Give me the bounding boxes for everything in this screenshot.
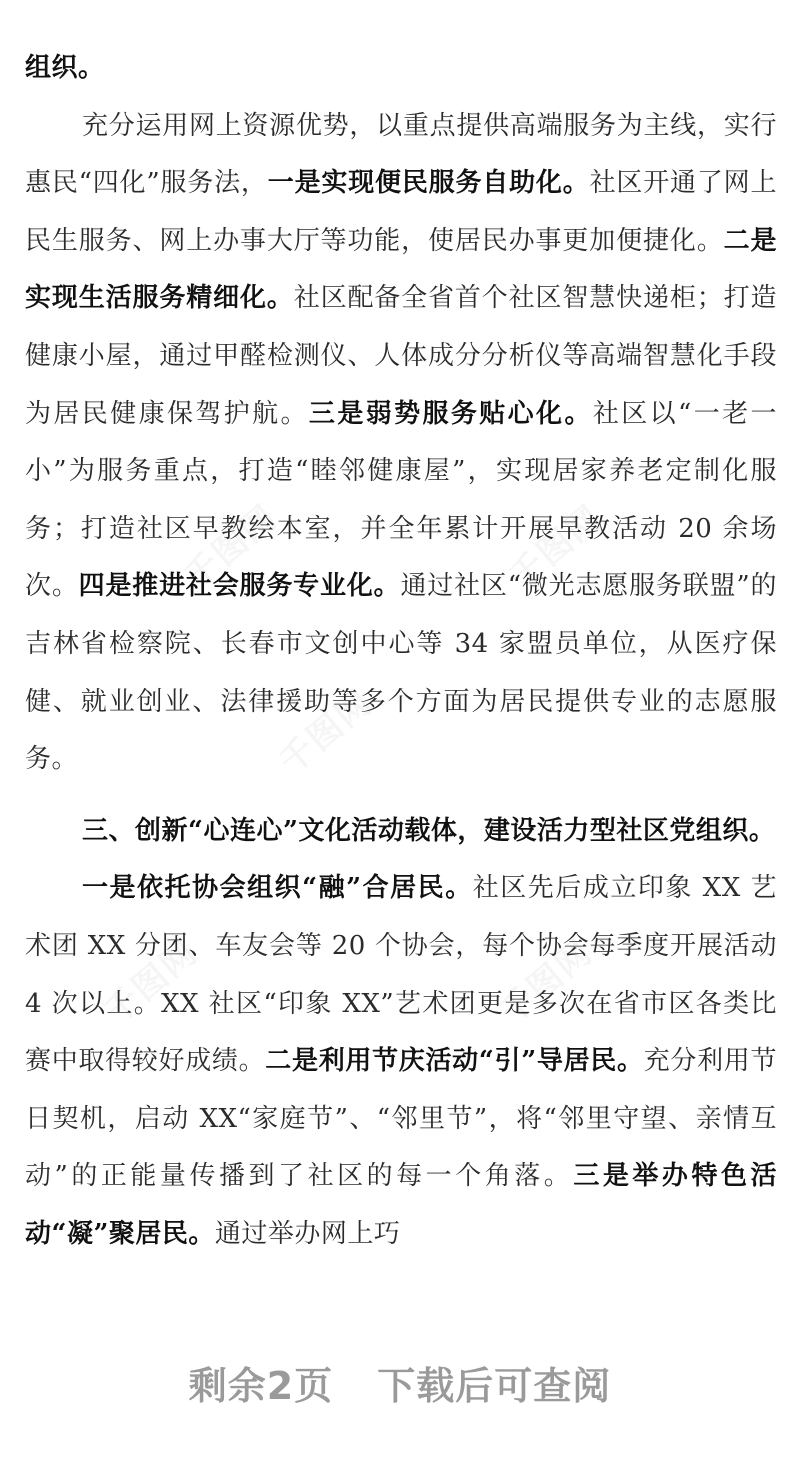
bold-point: 四是推进社会服务专业化。 (78, 571, 401, 602)
remaining-pages-label: 剩余2页 (188, 1364, 334, 1408)
body-text: 社区配备全省首个社区智慧快递柜；打造健康小屋，通过甲醛检测仪、人体成分分析仪等高端智慧化手段为居民健康保驾护航。 (25, 283, 777, 429)
bold-point: 三是举办特色活动“凝”聚居民。 (25, 1161, 777, 1249)
body-text: 社区以“一老一小”为服务重点，打造“睦邻健康屋”，实现居家养老定制化服务；打造社区早教绘本室，并全年累计开展早教活动 20 余场次。 (25, 398, 777, 602)
body-text: 充分利用节日契机，启动 XX“家庭节”、“邻里节”，将“邻里守望、亲情互动”的正能量传播到了社区的每一个角落。 (25, 1046, 777, 1192)
bold-point: 二是实现生活服务精细化。 (25, 225, 777, 314)
section-heading: 三、创新“心连心”文化活动载体，建设活力型社区党组织。 (82, 815, 776, 846)
body-text: 通过社区“微光志愿服务联盟”的吉林省检察院、长春市文创中心等 34 家盟员单位，从医疗保健、就业创业、法律援助等多个方面为居民提供专业的志愿服务。 (25, 571, 777, 775)
watermark: 千图网 (177, 497, 286, 598)
download-to-view-label: 下载后可查阅 (377, 1364, 612, 1408)
section-heading-tail: 组织。 (25, 53, 105, 83)
bold-point: 一是实现便民服务自助化。 (267, 168, 590, 199)
watermark: 千图网 (272, 682, 381, 783)
paragraph-online-services (25, 98, 777, 789)
body-text: 通过举办网上巧 (214, 1218, 401, 1249)
paragraph-cultural-activities (25, 860, 777, 1263)
watermark: 千图网 (492, 932, 601, 1033)
watermark: 千图网 (502, 497, 611, 598)
bold-point: 三是弱势服务贴心化。 (308, 398, 593, 429)
body-text: 社区先后成立印象 XX 艺术团 XX 分团、车友会等 20 个协会，每个协会每季度开展活动 4 次以上。XX 社区“印象 XX”艺术团更是多次在省市区各类比赛中取得较好成绩。 (25, 873, 777, 1077)
body-text: 充分运用网上资源优势，以重点提供高端服务为主线，实行惠民“四化”服务法， (25, 110, 777, 199)
download-prompt[interactable] (0, 1355, 800, 1410)
body-text: 社区开通了网上民生服务、网上办事大厅等功能，使居民办事更加便捷化。 (25, 168, 777, 256)
bold-point: 二是利用节庆活动“引”导居民。 (265, 1046, 644, 1077)
document-body (25, 40, 777, 1263)
bold-point: 一是依托协会组织“融”合居民。 (82, 873, 473, 904)
watermark: 千图网 (97, 932, 206, 1033)
